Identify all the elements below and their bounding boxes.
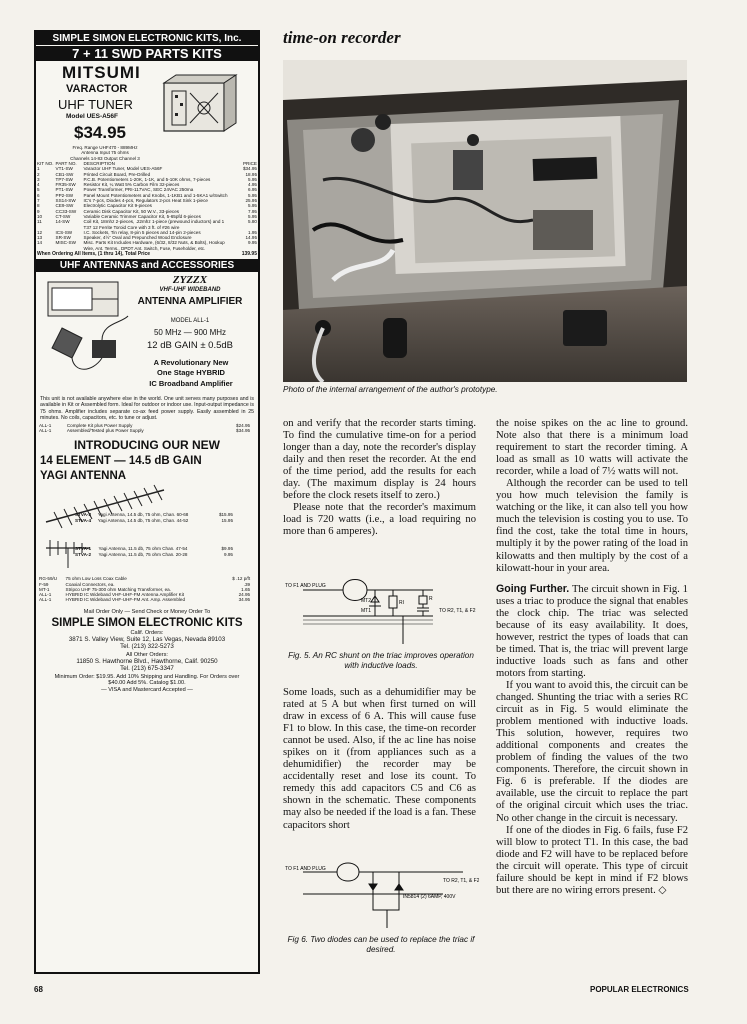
label-to-r2: TO R2, T1, & F2: [439, 608, 476, 614]
paragraph: Please note that the recorder's maximum load is 720 watts (i.e., a load requiring no more than 6 amperes).: [283, 502, 476, 538]
table-cell: 6: [37, 192, 40, 198]
col-header: PRICE: [242, 161, 257, 166]
amp-title: ANTENNA AMPLIFIER: [137, 296, 243, 308]
table-cell: 9.95: [248, 240, 257, 246]
table-cell: 8: [37, 203, 40, 209]
figure-6-schematic: [283, 858, 479, 930]
table-cell: PP2-SW: [55, 192, 74, 198]
table-cell: $ .12 p/ft: [232, 576, 251, 582]
tuner-illustration: [160, 73, 240, 135]
cards-accepted: — VISA and Mastercard Accepted —: [101, 686, 193, 693]
table-row: [38, 428, 251, 433]
table-cell: STVA-4: [75, 517, 91, 523]
other-orders-label: All Other Orders:: [126, 651, 168, 658]
paragraph: If one of the diodes in Fig. 6 fails, fuse F2 will blow to protect T1. In this case, the bad diode and F2 will have to be replaced before the circuit will operate. This type of circuit failure should be kept in mind if F2 blows but there are no wiring errors present. ◇: [496, 824, 688, 896]
amp-subtitle: VHF-UHF WIDEBAND: [159, 287, 221, 294]
table-cell: Resistor Kit, ¼ Watt 5% Carbon Film 32-pieces: [83, 182, 180, 188]
table-cell: 14: [37, 240, 43, 246]
label-ri: RI: [399, 600, 404, 606]
article-column-2: [496, 418, 688, 897]
diode-replacement-diagram: [283, 858, 479, 930]
table-cell: ICS-SW: [55, 229, 73, 235]
table-cell: 12: [37, 229, 43, 235]
table-cell: Electrolytic Capacitor Kit 9-pieces: [83, 203, 152, 209]
table-cell: STVA-2: [75, 551, 91, 557]
label-diode: IN5814 (2) 6AMP, 400V: [403, 894, 456, 900]
table-cell: $34.95: [242, 166, 257, 172]
article-column-1b: [283, 687, 476, 832]
table-cell: 75 ohm Low Loss Coax Cable: [65, 576, 127, 582]
parts-table: [36, 161, 258, 251]
table-row: [74, 552, 234, 557]
table-cell: IC's 7-pcs, Diodes 4-pcs, Regulators 2-pcs Heat Sink 1-piece: [83, 198, 208, 204]
kits-banner: 7 + 11 SWD PARTS KITS: [36, 46, 258, 61]
table-cell: CE9-SW: [55, 203, 74, 209]
yagi-antenna-icon: [40, 482, 170, 532]
table-cell: 5.95: [248, 213, 257, 219]
table-cell: SS14-SW: [55, 198, 76, 204]
mail-order-note: Mail Order Only — Send Check or Money Order To: [83, 608, 211, 615]
table-cell: MISC-SW: [55, 240, 76, 246]
amp-gain: 12 dB GAIN ± 0.5dB: [146, 340, 233, 352]
table-cell: F-59: [39, 581, 49, 587]
table-cell: 5.95: [248, 203, 257, 209]
tuner-specs: [50, 145, 160, 161]
yagi-headline: INTRODUCING OUR NEW: [74, 438, 220, 453]
yagi-price-table: [74, 512, 234, 523]
table-cell: 1: [37, 166, 40, 172]
table-cell: Coil Kit, 18mhz 2-pieces, .22mhz 1-piece (prewound inductors) and 1 T37 12 Ferrite Toroid Core with 3 ft. of #26 wire: [83, 219, 225, 230]
table-cell: FR35-SW: [55, 182, 76, 188]
amp-model: MODEL ALL-1: [170, 318, 210, 325]
circuit-board-photo: [283, 60, 687, 382]
table-cell: Varactor UHF Tuner, Model UES-A56F: [83, 166, 163, 172]
table-cell: 4: [37, 182, 40, 188]
table-cell: CB1-SW: [55, 171, 74, 177]
tuner-price: $34.95: [74, 123, 126, 142]
table-cell: 4.95: [248, 182, 257, 188]
table-cell: MT-1: [39, 586, 50, 592]
col-header: KIT NO.: [37, 161, 54, 166]
table-cell: 15.95: [221, 517, 233, 523]
table-cell: Stripco UHF 75-300 ohm Matching Transformer, ea.: [65, 586, 171, 592]
label-to-r2: TO R2, T1, & F2: [443, 878, 479, 884]
table-cell: Yagi Antenna, 14.5 db, 75 ohm, Chan. 44-52: [97, 517, 189, 523]
table-cell: P.C.B. Potentiometers 1-20K, 1-1K, and 5-10K ohms, 7-pieces: [83, 176, 211, 182]
table-cell: Yagi Antenna, 14.5 db, 75 ohm, Chan. 60-68: [97, 512, 189, 518]
table-cell: ALL-1: [39, 427, 52, 433]
paragraph: the noise spikes on the ac line to ground. Note also that there is a minimum load requirement to start the recorder timing. A load as small as 10 watts will activate the recorder, while a load of 7½ watts will not.: [496, 418, 688, 478]
article-title: time-on recorder: [283, 28, 401, 47]
product-line1: VARACTOR: [66, 83, 128, 95]
table-cell: $24.95: [236, 422, 251, 428]
table-cell: ALL-1: [39, 592, 52, 598]
yagi-price-table-2: [74, 546, 234, 557]
model-label: Model UES-A56F: [66, 113, 119, 120]
article-column-1a: [283, 418, 476, 538]
table-cell: Printed Circuit Board, Pre-Drilled: [83, 171, 151, 177]
table-cell: 14-SW: [55, 219, 70, 225]
table-cell: RG-59/U: [39, 576, 58, 582]
label-mt2: MT2: [361, 598, 371, 604]
table-cell: Misc. Parts Kit Includes Hardware, (6/32, 8/32 Nuts, & Bolts), Hookup Wire, Ant. Terms., DPDT Ant. Switch, Fuse, Fuseholder, etc.: [83, 240, 225, 251]
table-cell: 5.80: [248, 219, 257, 225]
brand-name: MITSUMI: [62, 63, 141, 82]
yagi-headline: YAGI ANTENNA: [40, 470, 127, 483]
amp-tagline: IC Broadband Amplifier: [149, 379, 233, 389]
amp-tagline: A Revolutionary New: [153, 358, 229, 368]
table-cell: 25.95: [245, 198, 257, 204]
table-cell: 7.95: [248, 208, 257, 214]
table-cell: HYBRID IC Wideband VHF-UHF-FM Ant. Amp. Assembled: [65, 597, 186, 603]
table-cell: ALL-1: [39, 597, 52, 603]
paragraph: on and verify that the recorder starts timing. To find the cumulative time-on for a period longer than a day, note the recorder's display daily and then reset the recorder. At the end of the time period, add the results for each day. (The maximum display is 24 hours before the clock resets itself to zero.): [283, 418, 476, 502]
paragraph: Some loads, such as a dehumidifier may be rated at 5 A but when first turned on will draw in excess of 6 A. This will cause fuse F1 to blow. In this case, the time-on recorder cannot be used. Also, if the ac line has noise spikes on it (from appliances such as a dehumidifier) the recorder may be accidentally reset and lose its count. To remedy this add capacitors C5 and C6 as shown in the schematic. These components may also be needed if the load is a fan. These capacitors short: [283, 687, 476, 831]
ad-banner: SIMPLE SIMON ELECTRONIC KITS, Inc.: [36, 32, 258, 45]
table-cell: .39: [243, 581, 251, 587]
col-header: DESCRIPTION: [83, 161, 115, 166]
table-cell: 5: [37, 187, 40, 193]
table-cell: Assembled/Tested plus Power Supply: [66, 427, 144, 433]
table-cell: 9: [37, 208, 40, 214]
table-cell: 5.95: [248, 176, 257, 182]
page-number: 68: [34, 985, 43, 994]
table-cell: 14.95: [245, 235, 257, 241]
table-cell: I.C. Sockets, Tin relay, 8-pin 5 pieces and 14-pin 2-pieces: [83, 229, 201, 235]
table-row: [36, 240, 258, 251]
table-cell: HYBRID IC Wideband VHF-UHF-FM Antenna Amplifier Kit: [65, 592, 184, 598]
company-name: SIMPLE SIMON ELECTRONIC KITS: [51, 616, 243, 629]
paragraph: [496, 583, 688, 680]
amp-frequency: 50 MHz — 900 MHz: [153, 328, 227, 338]
table-cell: Yagi Antenna, 11.5 db, 75 ohm Chan. 20-28: [98, 551, 188, 557]
product-line2: UHF TUNER: [58, 97, 133, 112]
table-cell: 5.95: [248, 192, 257, 198]
brand-zyzzx: ZYZZX: [172, 274, 208, 287]
table-cell: 3: [37, 176, 40, 182]
yagi-headline: 14 ELEMENT — 14.5 dB GAIN: [40, 455, 202, 468]
table-cell: Power Transformer, PRI-117VAC, SEC 24VAC 250ma: [83, 187, 194, 193]
total-label: When Ordering All Items, (1 thru 14), Total Price: [37, 251, 151, 258]
table-cell: $34.95: [236, 427, 251, 433]
table-cell: $9.95: [221, 546, 233, 552]
table-cell: STVA-3: [75, 512, 91, 518]
figure-6-caption: Fig 6. Two diodes can be used to replace the triac if desired.: [287, 935, 475, 954]
address-1: 3871 S. Valley View, Suite 12, Las Vegas, Nevada 89103: [68, 635, 226, 643]
table-cell: 13: [37, 235, 43, 241]
table-row: [74, 518, 234, 523]
table-cell: $15.95: [218, 512, 233, 518]
amp-price-table: [38, 423, 251, 434]
spec-line: Channels 14-83 Output Channel 3: [70, 155, 140, 161]
table-cell: 11: [37, 219, 42, 225]
rc-shunt-diagram: [283, 574, 479, 650]
table-cell: SR-SW: [55, 235, 71, 241]
photo-caption: Photo of the internal arrangement of the author's prototype.: [283, 385, 498, 394]
telephone-1: Tel. (213) 322-5273: [120, 642, 174, 650]
table-cell: TP7-SW: [55, 176, 73, 182]
amp-tagline: One Stage HYBRID: [157, 368, 225, 378]
table-cell: Variable Ceramic Trimmer Capacitor Kit, 5-65pfd 6-pieces: [83, 213, 201, 219]
paragraph-text: The circuit shown in Fig. 1 uses a triac to produce the signal that enables the clock chip. The triac was selected because of its easy availability. It does, however, restrict the types of loads that can be timed. That is, the triac will prevent large inductive loads such as fans and other motors from starting.: [496, 583, 688, 679]
label-to-plug: TO F1 AND PLUG: [285, 866, 326, 872]
antenna-banner: UHF ANTENNAS and ACCESSORIES: [36, 259, 258, 272]
figure-5-schematic: [283, 574, 479, 650]
table-cell: 1.65: [241, 586, 251, 592]
section-heading: Going Further.: [496, 582, 570, 595]
paragraph: Although the recorder can be used to tell you how much television the family is watching or the like, it can also tell you how much the television is costing you to use. To find the cost, take the total time in hours, multiply it by the power rating of the load in kilowatts and then multiply by the cost of a kilowatt-hour in your area.: [496, 478, 688, 574]
table-cell: 7: [37, 198, 40, 204]
label-r: R: [429, 596, 433, 602]
magazine-name: POPULAR ELECTRONICS: [590, 985, 689, 994]
table-cell: 18.95: [245, 171, 257, 177]
telephone-2: Tel. (213) 675-3347: [120, 664, 174, 672]
table-cell: 2: [37, 171, 40, 177]
table-row: [36, 219, 258, 230]
table-cell: STVA-1: [75, 546, 91, 552]
table-cell: 6.95: [248, 187, 257, 193]
table-cell: VT1-SW: [55, 166, 73, 172]
amplifier-illustration: [42, 278, 134, 388]
address-2: 11850 S. Hawthorne Blvd., Hawthorne, Calif. 90250: [76, 657, 218, 665]
minimum-order: Minimum Order: $19.95. Add 10% Shipping and Handling. For Orders over $40.00 Add 5%. Catalog $1.00.: [54, 673, 240, 687]
spec-line: Antenna Input 75 ohms: [81, 150, 129, 156]
table-cell: Complete Kit plus Power Supply: [66, 422, 133, 428]
table-cell: 34.95: [238, 597, 251, 603]
table-cell: CT-SW: [55, 213, 71, 219]
col-header: PART NO.: [55, 161, 77, 166]
table-cell: 10: [37, 213, 43, 219]
table-cell: Speaker, 4½" Oval and Prepunched Wood Enclosure: [83, 235, 192, 241]
table-cell: PT1-SW: [55, 187, 73, 193]
calif-orders-label: Calif. Orders:: [130, 629, 164, 636]
table-cell: 1.95: [248, 229, 257, 235]
paragraph: If you want to avoid this, the circuit can be changed. Shunting the triac with a series RC circuit as in Fig. 5 would eliminate the problem mentioned with inductive loads. This solution, however, requires two additional components and creates the problem of finding the values of the two components. Therefore, the circuit shown in Fig. 6 is preferable. If the diodes are available, use the circuit to replace the part of the original circuit which uses the triac. No other change in the circuit is necessary.: [496, 679, 688, 824]
label-to-plug: TO F1 AND PLUG: [285, 583, 326, 589]
table-cell: Panel Mount Potentiometers and Knobs, 1-1KB1 and 1-5KA1 w/Switch: [83, 192, 228, 198]
table-cell: Coaxial Connectors, ea.: [65, 581, 115, 587]
table-cell: 24.95: [238, 592, 251, 598]
total-price: 139.95: [241, 251, 257, 258]
spec-line: Freq. Range UHF470 - 889MHz: [72, 145, 138, 150]
table-cell: 9.95: [224, 551, 233, 557]
amp-description: This unit is not available anywhere else in the world. One unit serves many purposes and is available in Kit or Assembled form. Ideal for outdoor or indoor use. Input-output impedance is 75 ohms. Amplifier includes separate co-ax feed power supply. Easily assembled in 25 minutes. No coils, capacitors, etc. to tune or adjust.: [40, 396, 254, 422]
accessories-table: [38, 576, 251, 602]
advertisement: [34, 30, 260, 974]
table-cell: CC33-SW: [55, 208, 77, 214]
figure-5-caption: Fig. 5. An RC shunt on the triac improves operation with inductive loads.: [288, 651, 474, 670]
table-cell: Yagi Antenna, 11.5 db, 75 ohm Chan. 47-54: [98, 546, 188, 552]
table-cell: Ceramic Disk Capacitor Kit, 50 W.V., 33-pieces: [83, 208, 180, 214]
prototype-photo: [283, 60, 687, 382]
label-mt1: MT1: [361, 608, 371, 614]
table-row: [38, 597, 251, 602]
table-cell: ALL-1: [39, 422, 52, 428]
total-row: [36, 251, 258, 257]
